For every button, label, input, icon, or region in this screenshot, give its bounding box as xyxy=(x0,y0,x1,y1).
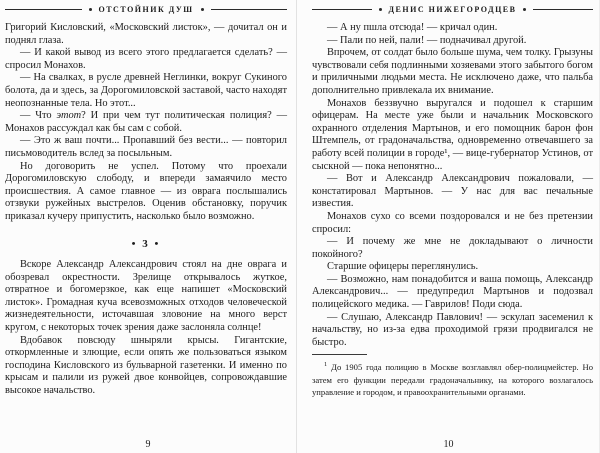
paragraph: — Пали по ней, пали! — подначивал другой. xyxy=(327,34,527,46)
running-title-right: ДЕНИС НИЖЕГОРОДЦЕВ xyxy=(388,5,517,14)
paragraph: — Это ж ваш почти... Пропавший без вести... — повторил письмоводитель вслед за посыльным. xyxy=(5,135,287,159)
footnote xyxy=(312,354,593,397)
section-heading: • 3 • xyxy=(131,237,161,250)
page-number-right: 10 xyxy=(443,439,454,450)
header-rule-left xyxy=(5,9,82,10)
paragraph: — Что этот? И при чем тут политическая полиция? — Монахов рассуждал как бы сам с собой. xyxy=(5,110,287,134)
header-rule-right xyxy=(211,9,288,10)
header-bullet-icon xyxy=(201,8,204,11)
paragraph: — На свалках, в русле древней Неглинки, вокруг Сукиного болота, да и здесь, за Дорогомиловской заставой, часто находят неопознанные тела. Но этот... xyxy=(5,72,287,109)
paragraph: Монахов сухо со всеми поздоровался и не без претензии спросил: xyxy=(312,210,593,235)
paragraph: Григорий Кисловский, «Московский листок», — дочитал он и поднял глаза. xyxy=(5,22,287,46)
footnote-rule xyxy=(312,354,367,355)
page-left xyxy=(0,0,296,453)
paragraph: — И какой вывод из всего этого предлагается сделать? — спросил Монахов. xyxy=(5,47,287,71)
paragraph: Впрочем, от солдат было больше шума, чем толку. Грызуны чувствовали себя подлинными хозяевами этого забытого богом и приличными людьми места. Не исключено даже, что пальба дополнительно привлекала их внимание. xyxy=(312,47,593,96)
header-bullet-icon xyxy=(379,8,382,11)
footnote-text xyxy=(312,359,593,397)
header-rule-right xyxy=(533,9,593,10)
paragraph: Старшие офицеры переглянулись. xyxy=(327,261,479,273)
page-number-left: 9 xyxy=(145,439,151,450)
footnote-marker: 1 xyxy=(324,361,328,369)
header-rule-left xyxy=(312,9,372,10)
footnote-body: До 1905 года полицию в Москве возглавлял обер-полицмейстер. Но затем его функции передали градоначальнику, на которого возлагалось управление и городом, и правоохранительными органами. xyxy=(312,362,593,397)
page-left-body xyxy=(5,22,287,398)
page-right xyxy=(296,0,600,453)
running-head-right xyxy=(312,4,593,15)
paragraph: — А ну пшла отсюда! — кричал один. xyxy=(327,22,498,33)
paragraph: Но договорить не успел. Потому что проехали Дорогомиловскую слободу, и впереди замаячило место происшествия. А самое главное — из оврага послышались отзвуки ружейных выстрелов. Оценив обстановку, поручик приказал кучеру припустить, насколько было возможно. xyxy=(5,160,287,222)
running-title-left: ОТСТОЙНИК ДУШ xyxy=(98,5,194,14)
header-bullet-icon xyxy=(523,8,526,11)
running-head-left xyxy=(5,4,287,15)
paragraph: — Слушаю, Александр Павлович! — эскулап засеменил к начальству, но из-за едва проходимой грязи продвигался не быстро. xyxy=(312,311,593,348)
paragraph: — Возможно, нам понадобится и ваша помощь, Александр Александрович... — предупредил Мартынов и подозвал полицейского медика. — Гаврилов! Поди сюда. xyxy=(312,273,593,311)
paragraph: Вскоре Александр Александрович стоял на дне оврага и обозревал окрестности. Зрелище открывалось жуткое, отвратное и богомерзкое, как еще напишет «Московский листок». Громадная куча всевозможных отходов человеческой жизнедеятельности, источавшая зловоние на много верст кругом, с некоторых точек зрения даже заслоняла солнце! xyxy=(5,259,287,334)
paragraph: Монахов беззвучно выругался и подошел к старшим офицерам. На месте уже были и начальник Московского охранного отделения Мартынов, и его помощник барон фон Штемпель, от градоначальства, одновременно отвечавшего за работу всей полиции в городе¹, — вице-губернатор Устинов, от сыскной — пока непонятно... xyxy=(312,97,593,172)
paragraph: — И почему же мне не докладывают о личности покойного? xyxy=(312,236,593,260)
paragraph: — Вот и Александр Александрович пожаловали, — констатировал Мартынов. — У нас для вас печальные известия. xyxy=(312,173,593,210)
paragraph: Вдобавок повсюду шныряли крысы. Гигантские, откормленные и злющие, если опять же пользоваться языком господина Кисловского из бульварной газетенки. И именно по крысам и палили из ружей двое конвойцев, сопровождавшие высокое начальство. xyxy=(5,334,287,397)
page-right-body xyxy=(312,22,593,349)
header-bullet-icon xyxy=(89,8,92,11)
